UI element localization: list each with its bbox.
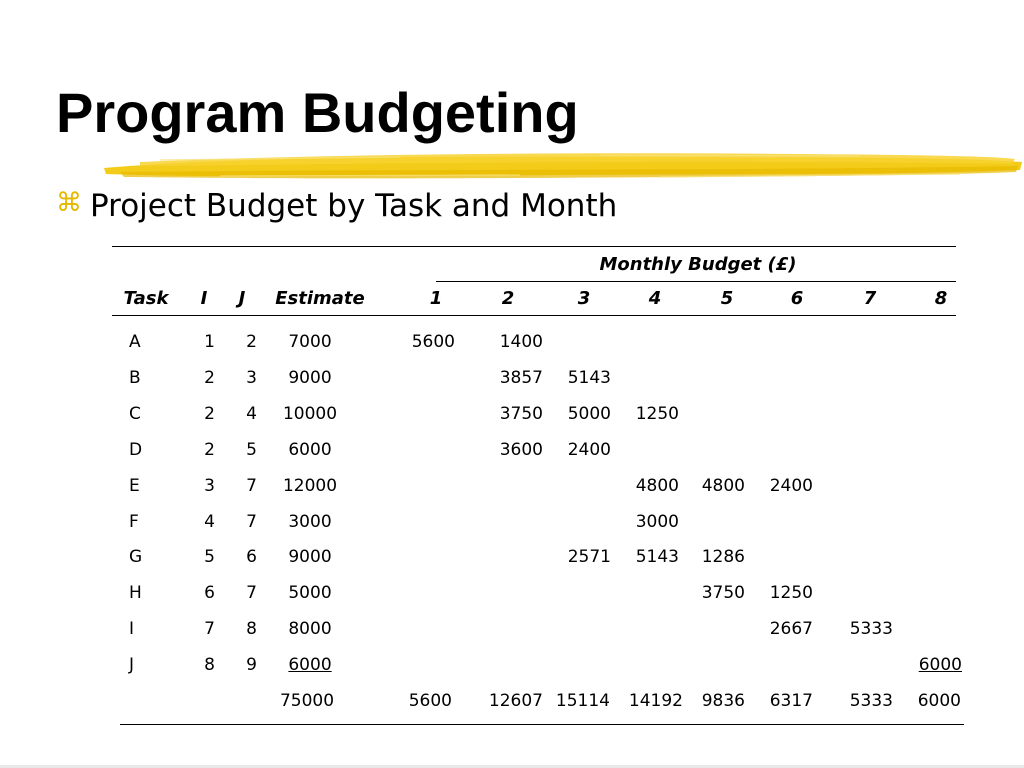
table-bottom-rule bbox=[120, 724, 964, 725]
total-month-2: 12607 bbox=[488, 691, 543, 711]
cell-month-4: 1250 bbox=[635, 404, 679, 424]
cell-estimate: 8000 bbox=[288, 619, 332, 639]
cell-j: 7 bbox=[246, 512, 257, 532]
cell-month-8: 6000 bbox=[918, 655, 962, 675]
cell-task: C bbox=[129, 404, 141, 424]
cell-j: 3 bbox=[246, 368, 257, 388]
cell-estimate: 3000 bbox=[288, 512, 332, 532]
cell-month-6: 2667 bbox=[769, 619, 813, 639]
total-month-6: 6317 bbox=[769, 691, 813, 711]
cell-month-7: 5333 bbox=[849, 619, 893, 639]
cell-i: 2 bbox=[204, 404, 215, 424]
cell-month-2: 1400 bbox=[499, 332, 543, 352]
cell-month-3: 2571 bbox=[567, 547, 611, 567]
cell-month-3: 5000 bbox=[567, 404, 611, 424]
bullet-text: Project Budget by Task and Month bbox=[90, 188, 618, 224]
cell-j: 5 bbox=[246, 440, 257, 460]
cell-i: 3 bbox=[204, 476, 215, 496]
monthly-budget-header: Monthly Budget (£) bbox=[599, 254, 797, 275]
cell-i: 7 bbox=[204, 619, 215, 639]
slide-title: Program Budgeting bbox=[56, 81, 579, 144]
cell-estimate: 5000 bbox=[288, 583, 332, 603]
cell-estimate: 6000 bbox=[288, 440, 332, 460]
cell-i: 1 bbox=[204, 332, 215, 352]
cell-estimate: 9000 bbox=[288, 547, 332, 567]
column-header-estimate: Estimate bbox=[275, 288, 365, 309]
cell-j: 9 bbox=[246, 655, 257, 675]
cell-task: D bbox=[129, 440, 143, 460]
cell-month-2: 3750 bbox=[499, 404, 543, 424]
cell-month-2: 3600 bbox=[499, 440, 543, 460]
cell-task: B bbox=[129, 368, 141, 388]
cell-j: 8 bbox=[246, 619, 257, 639]
cell-month-4: 5143 bbox=[635, 547, 679, 567]
total-month-5: 9836 bbox=[701, 691, 745, 711]
cell-j: 4 bbox=[246, 404, 257, 424]
column-header-month-3: 3 bbox=[577, 288, 591, 309]
total-month-7: 5333 bbox=[849, 691, 893, 711]
cell-j: 7 bbox=[246, 583, 257, 603]
total-month-3: 15114 bbox=[555, 691, 610, 711]
cell-task: G bbox=[129, 547, 143, 567]
column-header-i: I bbox=[200, 288, 208, 309]
cell-month-3: 2400 bbox=[567, 440, 611, 460]
column-header-month-2: 2 bbox=[501, 288, 515, 309]
column-header-month-1: 1 bbox=[429, 288, 443, 309]
cell-j: 2 bbox=[246, 332, 257, 352]
cell-task: F bbox=[129, 512, 139, 532]
cell-month-4: 3000 bbox=[635, 512, 679, 532]
column-header-month-8: 8 bbox=[934, 288, 948, 309]
total-estimate: 75000 bbox=[279, 691, 335, 711]
cell-task: J bbox=[129, 655, 135, 675]
column-header-month-6: 6 bbox=[790, 288, 804, 309]
cell-estimate: 10000 bbox=[282, 404, 338, 424]
yellow-brush-stroke bbox=[100, 148, 1024, 184]
cell-month-6: 1250 bbox=[769, 583, 813, 603]
cell-estimate: 9000 bbox=[288, 368, 332, 388]
cell-task: E bbox=[129, 476, 140, 496]
cell-i: 2 bbox=[204, 440, 215, 460]
cell-estimate: 12000 bbox=[282, 476, 338, 496]
cell-month-3: 5143 bbox=[567, 368, 611, 388]
column-header-month-5: 5 bbox=[720, 288, 734, 309]
cell-month-5: 3750 bbox=[701, 583, 745, 603]
column-header-j: J bbox=[238, 288, 246, 309]
cell-month-5: 4800 bbox=[701, 476, 745, 496]
cell-j: 6 bbox=[246, 547, 257, 567]
command-icon: ⌘ bbox=[56, 188, 82, 218]
column-header-task: Task bbox=[123, 288, 169, 309]
column-header-month-7: 7 bbox=[863, 288, 877, 309]
cell-i: 4 bbox=[204, 512, 215, 532]
cell-month-1: 5600 bbox=[411, 332, 455, 352]
cell-i: 6 bbox=[204, 583, 215, 603]
column-header-month-4: 4 bbox=[648, 288, 662, 309]
cell-month-6: 2400 bbox=[769, 476, 813, 496]
cell-month-5: 1286 bbox=[701, 547, 745, 567]
total-month-4: 14192 bbox=[628, 691, 683, 711]
total-month-8: 6000 bbox=[917, 691, 961, 711]
cell-estimate: 6000 bbox=[288, 655, 332, 675]
cell-j: 7 bbox=[246, 476, 257, 496]
cell-month-4: 4800 bbox=[635, 476, 679, 496]
table-top-rule bbox=[112, 246, 956, 247]
header-bottom-rule bbox=[112, 315, 956, 316]
cell-i: 8 bbox=[204, 655, 215, 675]
cell-task: A bbox=[129, 332, 141, 352]
group-header-rule bbox=[436, 281, 956, 282]
cell-estimate: 7000 bbox=[288, 332, 332, 352]
total-month-1: 5600 bbox=[408, 691, 452, 711]
cell-i: 5 bbox=[204, 547, 215, 567]
cell-month-2: 3857 bbox=[499, 368, 543, 388]
cell-task: H bbox=[129, 583, 142, 603]
cell-task: I bbox=[129, 619, 135, 639]
cell-i: 2 bbox=[204, 368, 215, 388]
